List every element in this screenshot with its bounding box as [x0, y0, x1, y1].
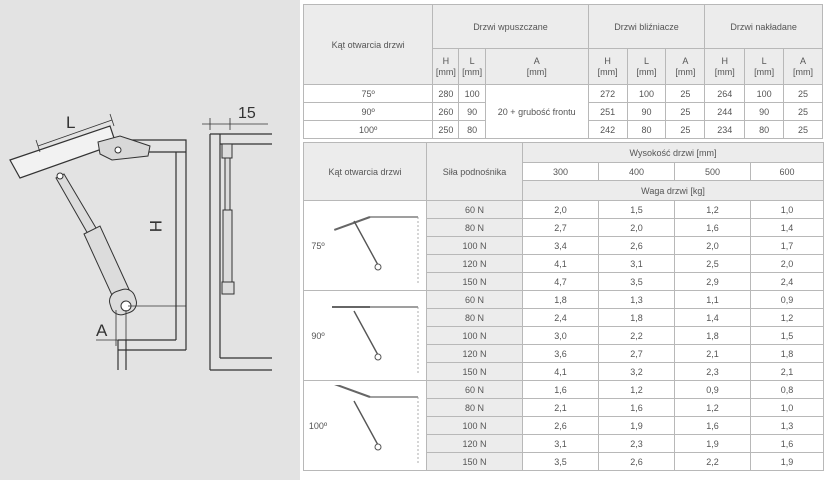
t1-overlay-H: 234 — [705, 121, 745, 139]
t2-weight-value: 3,1 — [523, 435, 599, 453]
t2-force: 120 N — [427, 435, 523, 453]
t2-header-weight: Waga drzwi [kg] — [523, 181, 824, 201]
label-A: A — [96, 321, 108, 340]
t1-sub-H: H [mm] — [588, 49, 627, 85]
t1-angle: 90º — [304, 103, 433, 121]
t1-header-angle: Kąt otwarcia drzwi — [304, 5, 433, 85]
t1-inset-H: 260 — [433, 103, 459, 121]
t2-weight-value: 2,4 — [751, 273, 824, 291]
t2-weight-value: 1,4 — [751, 219, 824, 237]
t1-overlay-H: 244 — [705, 103, 745, 121]
t2-weight-value: 2,6 — [599, 453, 675, 471]
t2-weight-value: 4,7 — [523, 273, 599, 291]
t2-header-angle: Kąt otwarcia drzwi — [304, 143, 427, 201]
t2-weight-value: 1,8 — [751, 345, 824, 363]
t1-twin-A: 25 — [666, 85, 705, 103]
t2-angle-label: 100º — [308, 420, 328, 431]
t2-weight-value: 1,7 — [751, 237, 824, 255]
t2-force: 150 N — [427, 363, 523, 381]
t2-weight-value: 3,0 — [523, 327, 599, 345]
t2-weight-value: 1,0 — [751, 201, 824, 219]
t1-overlay-A: 25 — [784, 103, 823, 121]
t2-force: 60 N — [427, 381, 523, 399]
t2-weight-value: 0,8 — [751, 381, 824, 399]
t2-weight-value: 2,1 — [523, 399, 599, 417]
t2-weight-value: 1,6 — [751, 435, 824, 453]
t2-weight-value: 1,5 — [751, 327, 824, 345]
t2-header-force: Siła podnośnika — [427, 143, 523, 201]
t1-inset-L: 90 — [459, 103, 485, 121]
t1-overlay-A: 25 — [784, 85, 823, 103]
t1-sub-L: L [mm] — [627, 49, 666, 85]
opening-angle-icon — [332, 205, 422, 287]
t2-weight-value: 2,5 — [675, 255, 751, 273]
t2-weight-value: 1,2 — [675, 201, 751, 219]
t1-overlay-A: 25 — [784, 121, 823, 139]
t2-weight-value: 2,3 — [599, 435, 675, 453]
t2-force: 120 N — [427, 345, 523, 363]
t1-inset-L: 100 — [459, 85, 485, 103]
t1-sub-A: A [mm] — [485, 49, 588, 85]
t1-inset-H: 280 — [433, 85, 459, 103]
t2-weight-value: 1,3 — [599, 291, 675, 309]
t2-weight-value: 3,5 — [523, 453, 599, 471]
t2-weight-value: 2,0 — [599, 219, 675, 237]
t2-weight-value: 2,7 — [523, 219, 599, 237]
t1-twin-H: 242 — [588, 121, 627, 139]
t1-overlay-H: 264 — [705, 85, 745, 103]
t1-header-twin: Drzwi bliźniacze — [588, 5, 705, 49]
t2-weight-value: 3,6 — [523, 345, 599, 363]
t2-weight-value: 1,1 — [675, 291, 751, 309]
t2-weight-value: 2,6 — [599, 237, 675, 255]
t2-force: 60 N — [427, 201, 523, 219]
t2-weight-value: 1,2 — [675, 399, 751, 417]
t2-force: 150 N — [427, 453, 523, 471]
t2-weight-value: 2,7 — [599, 345, 675, 363]
t2-height-600: 600 — [751, 163, 824, 181]
t1-twin-L: 90 — [627, 103, 666, 121]
t1-twin-L: 80 — [627, 121, 666, 139]
t2-force: 80 N — [427, 219, 523, 237]
t2-force: 100 N — [427, 327, 523, 345]
t1-twin-A: 25 — [666, 103, 705, 121]
t2-weight-value: 1,6 — [599, 399, 675, 417]
t2-weight-value: 1,8 — [675, 327, 751, 345]
t2-force: 80 N — [427, 309, 523, 327]
t2-force: 100 N — [427, 417, 523, 435]
t1-inset-L: 80 — [459, 121, 485, 139]
t1-sub-L: L [mm] — [459, 49, 485, 85]
t2-weight-value: 3,5 — [599, 273, 675, 291]
t2-weight-value: 1,3 — [751, 417, 824, 435]
t2-weight-value: 1,0 — [751, 399, 824, 417]
t2-weight-value: 3,2 — [599, 363, 675, 381]
t2-force: 80 N — [427, 399, 523, 417]
t2-weight-value: 0,9 — [751, 291, 824, 309]
t1-inset-A: 20 + grubość frontu — [485, 85, 588, 139]
opening-angle-icon — [332, 385, 422, 467]
t2-force: 100 N — [427, 237, 523, 255]
t2-weight-value: 1,9 — [675, 435, 751, 453]
t2-weight-value: 2,3 — [675, 363, 751, 381]
t2-weight-value: 1,2 — [751, 309, 824, 327]
dimensions-table — [303, 4, 823, 139]
t1-twin-H: 272 — [588, 85, 627, 103]
t1-overlay-L: 80 — [745, 121, 784, 139]
t2-angle-label: 90º — [311, 330, 325, 341]
t2-force: 150 N — [427, 273, 523, 291]
t2-force: 120 N — [427, 255, 523, 273]
t2-weight-value: 4,1 — [523, 255, 599, 273]
t2-weight-value: 1,6 — [675, 417, 751, 435]
gas-strut-diagram — [0, 0, 300, 480]
t2-row — [304, 201, 824, 219]
t1-twin-L: 100 — [627, 85, 666, 103]
weight-table — [303, 142, 824, 471]
t2-weight-value: 2,0 — [675, 237, 751, 255]
t2-angle-cell — [304, 291, 427, 381]
t2-height-500: 500 — [675, 163, 751, 181]
t1-overlay-L: 90 — [745, 103, 784, 121]
t2-weight-value: 2,0 — [751, 255, 824, 273]
t2-weight-value: 1,6 — [523, 381, 599, 399]
t2-weight-value: 1,2 — [599, 381, 675, 399]
t2-weight-value: 2,4 — [523, 309, 599, 327]
t1-inset-H: 250 — [433, 121, 459, 139]
t2-row — [304, 291, 824, 309]
t2-weight-value: 1,9 — [599, 417, 675, 435]
t1-twin-A: 25 — [666, 121, 705, 139]
t2-weight-value: 2,1 — [675, 345, 751, 363]
t2-weight-value: 2,9 — [675, 273, 751, 291]
t2-weight-value: 2,6 — [523, 417, 599, 435]
t2-weight-value: 1,4 — [675, 309, 751, 327]
t2-header-height: Wysokość drzwi [mm] — [523, 143, 824, 163]
t2-weight-value: 2,2 — [675, 453, 751, 471]
t2-weight-value: 1,8 — [599, 309, 675, 327]
t1-header-overlay: Drzwi nakładane — [705, 5, 823, 49]
t2-angle-label: 75º — [311, 240, 325, 251]
t2-angle-cell — [304, 201, 427, 291]
t1-angle: 100º — [304, 121, 433, 139]
t2-weight-value: 0,9 — [675, 381, 751, 399]
t2-row — [304, 381, 824, 399]
t1-angle: 75º — [304, 85, 433, 103]
t2-weight-value: 1,6 — [675, 219, 751, 237]
t2-weight-value: 1,9 — [751, 453, 824, 471]
label-L: L — [66, 113, 76, 132]
t2-angle-cell — [304, 381, 427, 471]
t1-sub-L: L [mm] — [745, 49, 784, 85]
t2-weight-value: 1,8 — [523, 291, 599, 309]
label-H: H — [146, 220, 165, 233]
t2-height-300: 300 — [523, 163, 599, 181]
opening-angle-icon — [332, 295, 422, 377]
t2-weight-value: 2,1 — [751, 363, 824, 381]
t2-force: 60 N — [427, 291, 523, 309]
t1-sub-H: H [mm] — [705, 49, 745, 85]
label-15: 15 — [238, 105, 256, 122]
t2-weight-value: 2,0 — [523, 201, 599, 219]
t1-sub-H: H [mm] — [433, 49, 459, 85]
t1-twin-H: 251 — [588, 103, 627, 121]
t1-row — [304, 85, 823, 103]
technical-drawing — [0, 0, 300, 480]
t2-weight-value: 4,1 — [523, 363, 599, 381]
t2-weight-value: 2,2 — [599, 327, 675, 345]
t1-sub-A: A [mm] — [666, 49, 705, 85]
t2-weight-value: 3,1 — [599, 255, 675, 273]
t2-height-400: 400 — [599, 163, 675, 181]
t1-sub-A: A [mm] — [784, 49, 823, 85]
t1-header-inset: Drzwi wpuszczane — [433, 5, 588, 49]
t1-overlay-L: 100 — [745, 85, 784, 103]
t2-weight-value: 3,4 — [523, 237, 599, 255]
t2-weight-value: 1,5 — [599, 201, 675, 219]
